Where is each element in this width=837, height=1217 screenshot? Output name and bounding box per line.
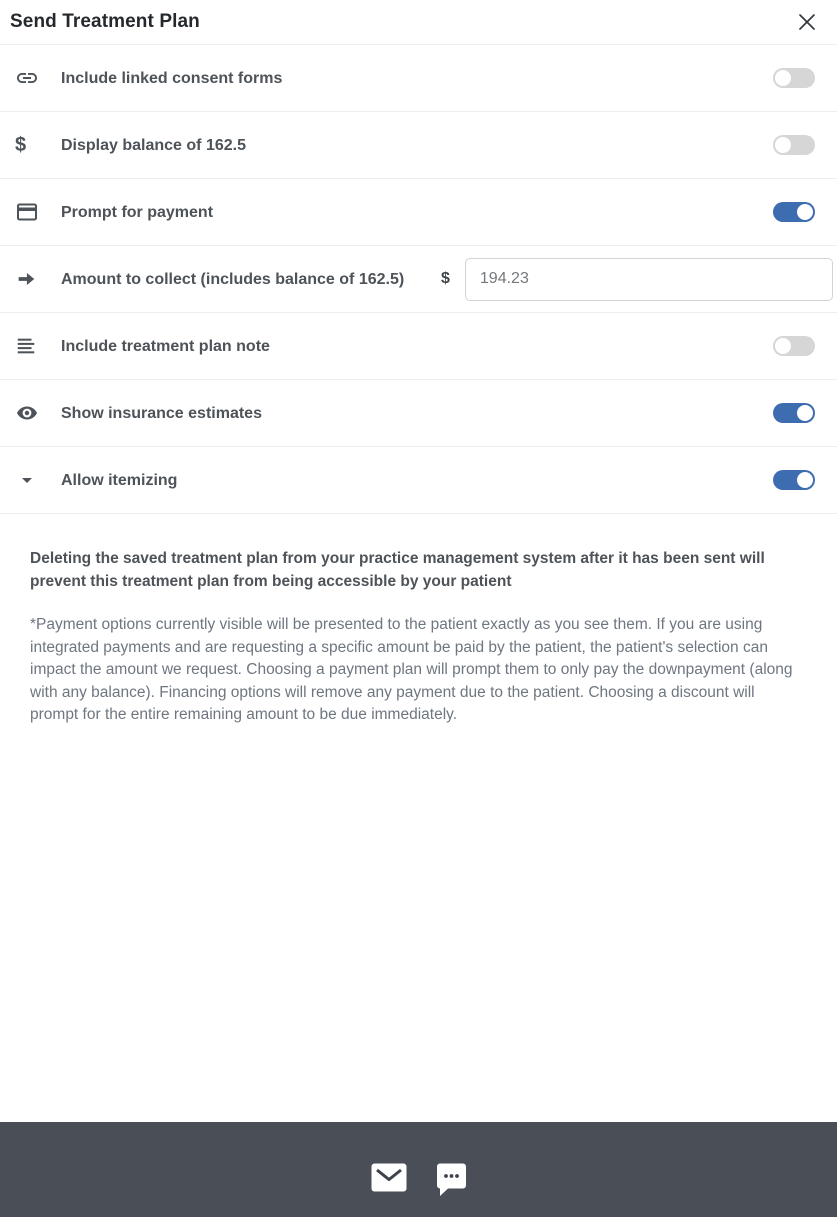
text-lines-icon: [15, 335, 61, 357]
row-include-treatment-plan-note: [0, 313, 837, 380]
payment-options-disclaimer-text: *Payment options currently visible will be presented to the patient exactly as you see them. If you are using integrated payments and are requesting a specific amount be paid by the patient, the patient's selection can impact the amount we request. Choosing a payment plan will prompt them to only pay the downpayment (along with any balance). Financing options will remove any payment due to the patient. Choosing a discount will prompt for the entire remaining amount to be due immediately.: [30, 616, 793, 723]
toggle-include-linked-consent-forms[interactable]: [773, 68, 815, 88]
send-text-message-button[interactable]: [436, 1163, 467, 1197]
close-button[interactable]: [793, 8, 821, 36]
row-label: Show insurance estimates: [61, 404, 262, 422]
row-amount-to-collect: [0, 246, 837, 313]
notes-section: [0, 514, 837, 727]
toggle-knob: [775, 137, 791, 153]
toggle-knob: [797, 204, 813, 220]
page-title: Send Treatment Plan: [10, 11, 200, 32]
eye-icon: [15, 401, 61, 425]
footer-bar: [0, 1122, 837, 1217]
toggle-include-treatment-plan-note[interactable]: [773, 336, 815, 356]
toggle-knob: [775, 338, 791, 354]
row-prompt-for-payment: [0, 179, 837, 246]
arrow-right-icon: [15, 268, 61, 290]
amount-input-group: [441, 258, 833, 301]
toggle-show-insurance-estimates[interactable]: [773, 403, 815, 423]
email-icon: [371, 1163, 407, 1192]
send-email-button[interactable]: [371, 1163, 407, 1197]
row-label: Prompt for payment: [61, 203, 214, 221]
row-label: Allow itemizing: [61, 471, 178, 489]
toggle-knob: [797, 472, 813, 488]
row-display-balance: [0, 112, 837, 179]
amount-to-collect-input[interactable]: [465, 258, 833, 301]
deletion-warning-text: Deleting the saved treatment plan from your practice management system after it has been sent will prevent this treatment plan from being accessible by your patient: [30, 550, 765, 590]
toggle-allow-itemizing[interactable]: [773, 470, 815, 490]
currency-symbol: $: [441, 270, 450, 287]
row-label: Amount to collect (includes balance of 162.5): [61, 270, 405, 288]
row-label: Include linked consent forms: [61, 69, 283, 87]
row-label: Display balance of 162.5: [61, 136, 246, 154]
close-icon: [795, 10, 819, 34]
row-allow-itemizing: [0, 447, 837, 514]
dollar-icon: $: [15, 133, 27, 156]
row-show-insurance-estimates: [0, 380, 837, 447]
row-label: Include treatment plan note: [61, 337, 270, 355]
toggle-display-balance[interactable]: [773, 135, 815, 155]
link-icon: [15, 66, 61, 90]
dialog-header: [0, 0, 837, 45]
chat-icon: [436, 1163, 467, 1197]
credit-card-icon: [15, 200, 61, 224]
row-include-linked-consent-forms: [0, 45, 837, 112]
caret-down-icon[interactable]: [15, 468, 61, 492]
toggle-knob: [775, 70, 791, 86]
toggle-prompt-for-payment[interactable]: [773, 202, 815, 222]
toggle-knob: [797, 405, 813, 421]
